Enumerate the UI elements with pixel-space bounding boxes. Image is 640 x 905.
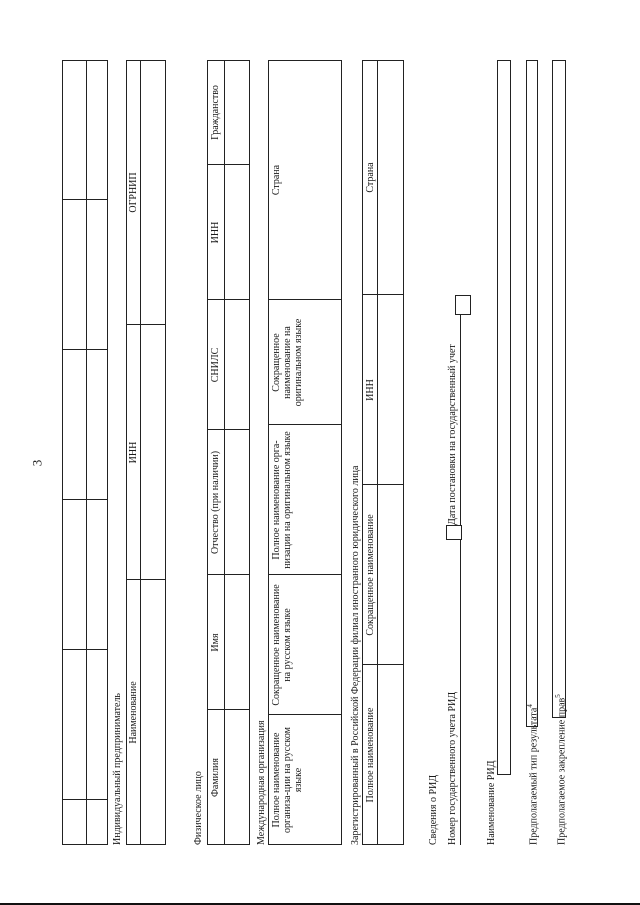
expected-rights-field[interactable] [552, 60, 566, 718]
column-header-short-name: Сокращенное наименование [365, 514, 376, 636]
column-header-inn: ИНН [128, 441, 139, 464]
expected-rights-label: Предполагаемое закрепление прав$^5$ [554, 694, 568, 845]
column-header-full-name-ru: Полное наименование организа-ции на русском языке [271, 726, 304, 834]
column-header-country: Страна [365, 162, 376, 193]
column-header-full-name: Полное наименование [365, 707, 376, 803]
column-header-first-name: Имя [210, 633, 221, 652]
continuation-table [62, 60, 108, 845]
individual-entrepreneur-heading: Индивидуальный предприниматель [112, 693, 123, 845]
column-header-country: Страна [271, 164, 282, 196]
footnote-mark-4: 4 [526, 704, 534, 708]
column-header-full-name-original: Полное наименование орга-низации на оригинальном языке [271, 431, 293, 569]
rid-registration-date-label: Дата постановки на государственный учет [447, 344, 458, 525]
rid-name-label: Наименование РИД [486, 760, 497, 845]
column-header-inn: ИНН [365, 379, 376, 401]
column-header-name: Наименование [128, 681, 139, 744]
international-organization-heading: Международная организация [256, 720, 267, 845]
column-header-surname: Фамилия [210, 758, 221, 797]
rid-info-heading: Сведения о РИД [428, 774, 439, 845]
column-header-citizenship: Гражданство [210, 85, 221, 140]
foreign-branch-heading: Зарегистрированный в Российской Федерации филиал иностранного юридического лица [350, 465, 361, 845]
rid-registration-number-field[interactable] [446, 525, 462, 540]
column-header-inn: ИНН [210, 221, 221, 244]
rid-name-field[interactable] [497, 60, 511, 775]
column-header-patronymic: Отчество (при наличии) [210, 450, 221, 555]
rid-registration-number-label: Номер государственного учета РИД [447, 691, 458, 845]
expected-result-type-field[interactable] [526, 60, 538, 727]
footnote-mark-5: 5 [554, 694, 562, 698]
page-number: 3 [29, 459, 45, 467]
column-header-snils: СНИЛС [210, 347, 221, 383]
column-header-ogrnip: ОГРНИП [128, 172, 139, 213]
column-header-short-name-ru: Сокращенное наименование на русском языке [271, 584, 293, 706]
column-header-short-name-original: Сокращенное наименование на оригинальном языке [271, 318, 304, 407]
expected-result-type-label: Предполагаемый тип результата$^4$ [526, 704, 540, 845]
natural-person-heading: Физическое лицо [193, 771, 204, 845]
rid-registration-date-field[interactable] [455, 295, 471, 315]
